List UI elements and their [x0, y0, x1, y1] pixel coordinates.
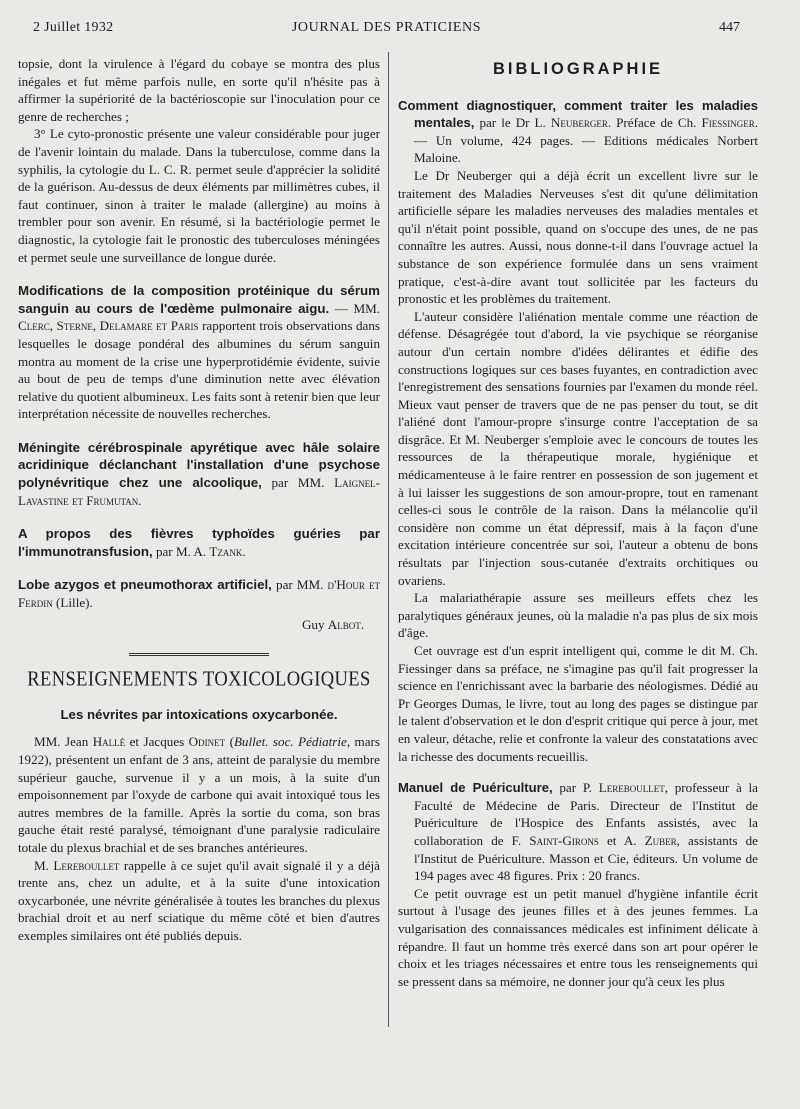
abstract-title: Méningite cérébrospinale apyrétique avec hâle solaire acridinique déclanchant l'installation d'une psychose polynévritique chez une alcoolique,	[18, 439, 380, 491]
source-citation: Bullet. soc. Pédiatrie,	[233, 734, 351, 750]
review-paragraph: L'auteur considère l'aliénation mentale comme une réaction de défense. Désagrégée tout d'abord, la vie psychique se réorganise autour d'un certain nombre d'idées délirantes et édifie des constructions logiques sur ces bases fuyantes, en contradiction avec l'enregistrement des sensations fournies par l'examen du monde réel. Mieux vaut penser de travers que de ne pas penser du tout, se dit l'aliéné dont l'amour-propre s'insurge contre l'acceptation de sa disgrâce. Et M. Neuberger s'emploie avec le concours de toutes les ressources de la thérapeutique morale, hygiénique et médicamenteuse à le faire rentrer en possession de son jugement et à lui laisser les suggestions de son amour-propre, tout en ramenant celles-ci sous le contrôle de la raison. Dans la mélancolie qu'il considère non comme un état dépressif, mais à la façon d'une excitation intérieure concentrée sur soi, l'auteur a obtenu de bons résultats par l'injection sous-cutanée d'extraits orchitiques ou ovariens.	[398, 308, 758, 588]
header-journal-title: JOURNAL DES PRATICIENS	[291, 20, 482, 35]
abstract-authors: Laignel-Lavastine et Frumutan.	[18, 475, 380, 508]
paragraph-lereboullet: M. Lereboullet rappelle à ce sujet qu'il avait signalé il y a déjà trente ans, chez un adulte, et à la suite d'une intoxication oxycarbonée, une névrite généralisée à toutes les branches du plexus brachial droit et au nerf sciatique du même côté et bien d'autres exemples similaires ont été publiés depuis.	[18, 857, 380, 943]
review-paragraph: Cet ouvrage est d'un esprit intelligent qui, comme le dit M. Ch. Fiessinger dans sa préface, ne s'imagine pas qu'il fait progresser la science en l'enrichissant avec la barbarie des néologismes. Dédié au Pr Georges Dumas, le livre, tout au long des pages se distingue par le talent d'observation et le don d'esprit critique qui perce à jour, met en valeur, détache, relie et confronte la valeur des constatations avec la richesse des documents recueillis.	[398, 643, 758, 764]
abstract-lobe-azygos: Lobe azygos et pneumothorax artificiel, par MM. d'Hour et Ferdin (Lille).	[18, 577, 380, 611]
book-entry-neuberger: Comment diagnostiquer, comment traiter les maladies mentales, par le Dr L. Neuberger. Préface de Ch. Fiessinger. — Un volume, 424 pages. — Editions médicales Norbert Maloine.	[398, 97, 758, 166]
right-column	[398, 55, 758, 990]
header-page-number: 447	[719, 20, 740, 35]
abstract-title: A propos des fièvres typhoïdes guéries par l'immunotransfusion,	[18, 526, 380, 559]
book-title: Manuel de Puériculture,	[398, 780, 553, 796]
paragraph-cyto-pronostic: 3° Le cyto-pronostic présente une valeur considérable pour juger de l'avenir lointain du malade. Dans la tuberculose, comme dans la syphilis, la cytologie du L. C. R. permet seule d'apprécier la solidité de la guérison. Au-dessus de deux éléments par millimètres cubes, il faut continuer, sinon à traiter le malade (allergine) au moins à trembler pour son avenir. En résumé, si la bactériologie permet le diagnostic, la cytologie fait le pronostic des tuberculoses méningées et permet seule une surveillance de longue durée.	[18, 126, 380, 265]
review-paragraph: Le Dr Neuberger qui a déjà écrit un excellent livre sur le traitement des Maladies Nerveuses s'est dit qu'une délimitation artificielle sépare les maladies nerveuses des maladies mentales et qu'il n'était point possible, quand on s'occupe des unes, de ne pas connaître les autres. Aussi, nous donne-t-il dans l'ouvrage actuel la substance de son expérience formulée dans un sens vraiment pratique, c'est-à-dire avant tout sollicitée par les facteurs du pronostic et les problèmes du traitement.	[398, 167, 758, 307]
review-paragraph: La malariathérapie assure ses meilleurs effets chez les paralytiques généraux jeunes, où la maladie n'a pas plus de six mois d'âge.	[398, 590, 758, 641]
abstract-oedeme-pulmonaire: Modifications de la composition protéinique du sérum sanguin au cours de l'œdème pulmonaire aigu. — MM. Clerc, Sterne, Delamare et Paris rapportent trois observations dans lesquelles le dosage pondéral des albumines du sérum sanguin montra au moment de la crise une hyperprotidémie évidente, suivie au bout de peu de temps d'une diminution nette avec élévation relative du quotient albumineux. Les faits sont à retenir bien que leur interprétation nécessite de nouvelles recherches.	[18, 283, 380, 422]
abstract-authors: d'Hour et Ferdin	[18, 577, 380, 611]
abstract-title: Lobe azygos et pneumothorax artificiel,	[18, 577, 272, 593]
section-separator	[129, 653, 269, 658]
book-title: Comment diagnostiquer, comment traiter les maladies mentales,	[398, 97, 758, 131]
paragraph-halle-odinet: MM. Jean Hallé et Jacques Odinet (Bullet. soc. Pédiatrie, mars 1922), présentent un enfant de 3 ans, atteint de paralysie du membre supérieur gauche, survenue il y a un mois, à la suite d'un empoisonnement par l'oxyde de carbone qui avait intoxiqué tous les autres membres de la famille. Après la sortie du coma, son bras gauche était resté paralysé, témoignant d'une paralysie radiculaire totale du plexus brachial et de ses branches antérieures.	[18, 734, 380, 855]
section-title: RENSEIGNEMENTS TOXICOLOGIQUES	[27, 668, 371, 692]
signature: Guy Albot.	[301, 616, 364, 632]
column-divider	[388, 52, 389, 1027]
abstract-authors: Clerc, Sterne, Delamare et Paris	[18, 318, 199, 334]
section-subtitle: Les névrites par intoxications oxycarbonée.	[60, 706, 338, 722]
running-header	[33, 20, 740, 40]
abstract-title: Modifications de la composition protéinique du sérum sanguin au cours de l'œdème pulmonaire aigu.	[18, 283, 380, 316]
abstract-authors: Tzank.	[209, 543, 246, 559]
paragraph-continued: topsie, dont la virulence à l'égard du cobaye se montra des plus inégales et fut même parfois nulle, en sorte qu'il n'hésite pas à affirmer la supériorité de la bactérioscopie sur l'inoculation pour ce genre de recherches ;	[18, 56, 380, 124]
book-entry-lereboullet: Manuel de Puériculture, par P. Lereboullet, professeur à la Faculté de Médecine de Paris. Directeur de l'Institut de Puériculture de l'Hospice des Enfants assistés, avec la collaboration de F. Saint-Girons et A. Zuber, assistants de l'Institut de Puériculture. Masson et Cie, éditeurs. Un volume de 194 pages avec 48 figures. Prix : 20 francs.	[398, 780, 758, 884]
bibliography-title: BIBLIOGRAPHIE	[492, 60, 664, 78]
abstract-fievres-typhoides: A propos des fièvres typhoïdes guéries par l'immunotransfusion, par M. A. Tzank.	[18, 526, 380, 559]
review-paragraph: Ce petit ouvrage est un petit manuel d'hygiène infantile écrit surtout à l'usage des jeunes filles et à des jeunes femmes. La vulgarisation des connaissances médicales est infiniment délicate à répandre. Il faut un homme très exercé dans son art pour opérer le choix et les triages nécessaires et entre tous les renseignements qui se pressent dans sa mémoire, ne donner jour qu'à ceux les plus	[398, 885, 758, 989]
header-date: 2 Juillet 1932	[33, 20, 114, 35]
left-column	[18, 55, 380, 945]
abstract-meningite: Méningite cérébrospinale apyrétique avec hâle solaire acridinique déclanchant l'installation d'une psychose polynévritique chez une alcoolique, par MM. Laignel-Lavastine et Frumutan.	[18, 439, 380, 508]
